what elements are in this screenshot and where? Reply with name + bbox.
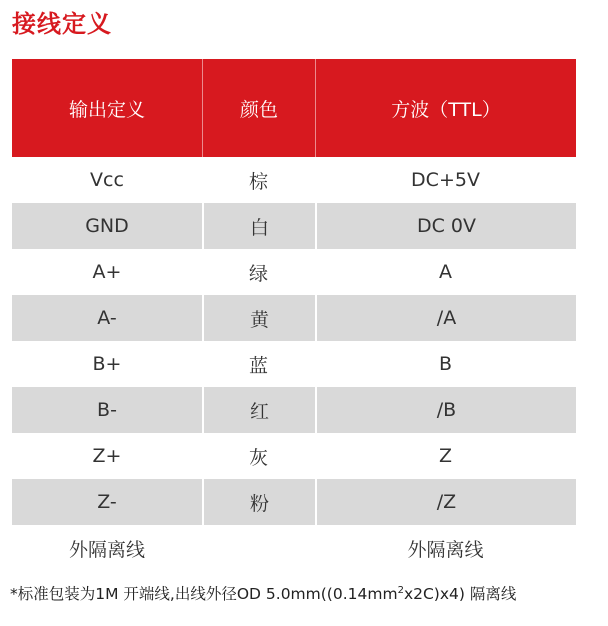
table-row [12,479,576,525]
signal-cell: /Z [315,479,576,525]
header-color: 颜色 [202,59,315,157]
header-square-wave-ttl: 方波（TTL） [315,59,576,157]
signal-cell: A [439,261,452,283]
output-definition-cell: B- [97,399,117,421]
output-definition-cell: B+ [92,353,122,375]
wire-color-cell: 粉 [202,479,315,525]
signal-cell: /A [315,295,576,341]
table-row [12,157,576,203]
wire-color-cell: 蓝 [248,354,268,377]
output-definition-cell: Vcc [90,169,124,191]
footnote-superscript: 2 [397,584,404,596]
footnote-text-before: *标准包装为1M 开端线,出线外径OD 5.0mm((0.14mm [10,585,398,603]
table-row [12,387,576,433]
page-title: 接线定义 [12,10,112,38]
table-row [12,433,576,479]
signal-cell: B [438,353,453,375]
table-row [12,249,576,295]
shield-color-cell [202,525,315,571]
output-definition-cell: A+ [92,261,122,283]
wire-color-cell: 黄 [202,295,315,341]
wire-color-cell: 棕 [248,170,268,193]
signal-cell: /B [315,387,576,433]
footnote-text-after: x2C)x4) 隔离线 [403,585,517,603]
shield-signal-cell: 外隔离线 [407,538,484,561]
wire-color-cell: 白 [202,203,315,249]
header-output-definition: 输出定义 [68,98,145,121]
wire-color-cell: 红 [202,387,315,433]
table-row [12,295,576,341]
shield-row [12,525,576,571]
signal-cell: DC+5V [411,169,480,191]
signal-cell: Z [438,445,453,467]
wire-color-cell: 绿 [248,262,268,285]
table-header [12,59,576,157]
wire-color-cell: 灰 [248,446,268,469]
table-row [12,203,576,249]
footnote [10,582,516,604]
shield-definition-cell: 外隔离线 [68,538,145,561]
output-definition-cell: GND [85,215,129,237]
output-definition-cell: Z- [97,491,117,513]
output-definition-cell: A- [97,307,117,329]
signal-cell: DC 0V [315,203,576,249]
output-definition-cell: Z+ [92,445,122,467]
wiring-table [12,59,576,571]
table-row [12,341,576,387]
